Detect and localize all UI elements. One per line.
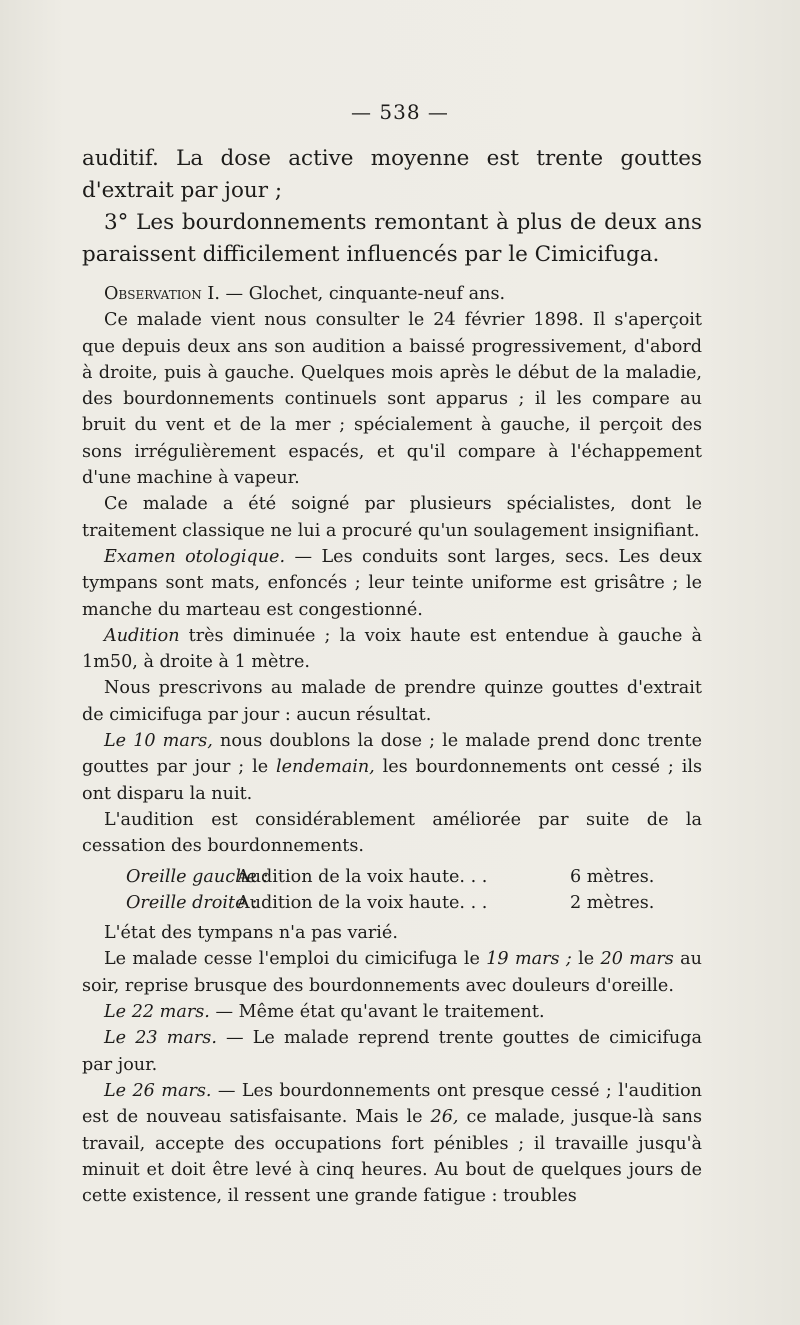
- paragraph: Examen otologique. — Les conduits sont larges, secs. Les deux tympans sont mats, enfoncés ; leur teinte uniforme est grisâtre ; le manche du marteau est congestionné.: [82, 546, 702, 620]
- paragraph: Le 26 mars. — Les bourdonnements ont presque cessé ; l'audition est de nouveau satisfaisante. Mais le 26, ce malade, jusque-là sans travail, accepte des occupations fort pénibles ; il travaille jusqu'à minuit et doit être levé à cinq heures. Au bout de quelques jours de cette existence, il ressent une grande fatigue : troubles: [82, 1080, 702, 1207]
- paragraph: L'audition est considérablement améliorée par suite de la cessation des bourdonnements.: [82, 809, 702, 857]
- paragraph: Nous prescrivons au malade de prendre quinze gouttes d'extrait de cimicifuga par jour : aucun résultat.: [82, 678, 702, 725]
- paragraph: Ce malade vient nous consulter le 24 février 1898. Il s'aperçoit que depuis deux ans son audition a baissé progressivement, d'abord à droite, puis à gauche. Quelques mois après le début de la maladie, des bourdonnements continuels sont apparus ; il les compare au bruit du vent et de la mer ; spécialement à gauche, il perçoit des sons irrégulièrement espacés, et qu'il compare à l'échappement d'une machine à vapeur.: [82, 310, 702, 489]
- paragraph: Le 23 mars. — Le malade reprend trente gouttes de cimicifuga par jour.: [82, 1028, 703, 1075]
- observation-section: [82, 281, 702, 1209]
- paragraph: Le 22 mars. — Même état qu'avant le traitement.: [104, 1002, 545, 1023]
- page-number: — 538 —: [351, 100, 449, 124]
- paragraph: 3° Les bourdonnements remontant à plus de deux ans paraissent difficilement influencés par le Cimicifuga.: [82, 210, 702, 267]
- observation-title: Observation I. — Glochet, cinquante-neuf ans.: [104, 284, 506, 304]
- conclusion-section: [82, 143, 702, 271]
- paragraph: L'état des tympans n'a pas varié.: [104, 923, 398, 944]
- paragraph: Ce malade a été soigné par plusieurs spécialistes, dont le traitement classique ne lui a procuré qu'un soulagement insignifiant.: [82, 494, 702, 541]
- paragraph: Le malade cesse l'emploi du cimicifuga le 19 mars ; le 20 mars au soir, reprise brusque des bourdonnements avec douleurs d'oreille.: [82, 949, 702, 996]
- hearing-row-right: Oreille droite : Audition de la voix haute. . . 2 mètres.: [126, 892, 655, 913]
- observation-label: Observation I.: [104, 284, 220, 304]
- hearing-row-left: Oreille gauche : Audition de la voix haute. . . 6 mètres.: [126, 866, 655, 887]
- paragraph: auditif. La dose active moyenne est trente gouttes d'extrait par jour ;: [82, 146, 702, 203]
- page-body: [82, 143, 702, 1209]
- paragraph: Le 10 mars, nous doublons la dose ; le malade prend donc trente gouttes par jour ; le lendemain, les bourdonnements ont cessé ; ils ont disparu la nuit.: [82, 731, 702, 804]
- paragraph: Audition très diminuée ; la voix haute est entendue à gauche à 1m50, à droite à 1 mètre.: [82, 625, 702, 673]
